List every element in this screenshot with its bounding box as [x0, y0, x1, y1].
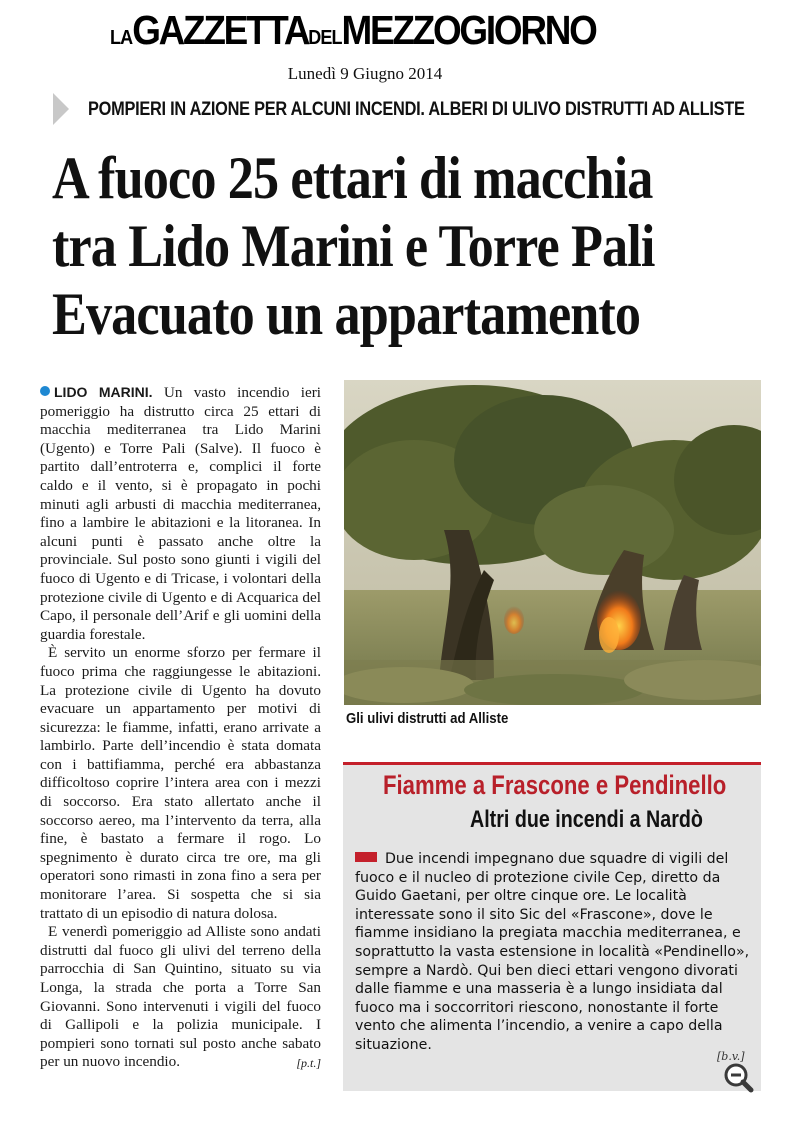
masthead-mezzogiorno: MEZZOGIORNO: [341, 7, 596, 53]
article-body: [40, 383, 321, 1073]
olive-tree-photo-graphic: [344, 380, 761, 705]
sidebar-subtitle: Altri due incendi a Nardò: [470, 806, 703, 833]
photo-olive-trees: [344, 380, 761, 705]
publication-date: Lunedì 9 Giugno 2014: [287, 64, 443, 83]
article-paragraph-3: E venerdì pomeriggio ad Alliste sono andati distrutti dal fuoco gli ulivi del terreno della parrocchia di San Quintino, situato su via Longa, la strada che porta a Torre San Giovanni. Sono intervenuti i vigili del fuoco di Gallipoli e la polizia municipale. I pompieri sono tornati sul posto anche sabato per un nuovo incendio.: [40, 923, 321, 1071]
article-signature: [p.t.]: [296, 1055, 321, 1070]
article-paragraph-1-text: Un vasto incendio ieri pomeriggio ha distrutto circa 25 ettari di macchia mediterranea tra Lido Marini (Ugento) e Torre Pali (Salve). Il fuoco è partito dall’entroterra e, complici il forte caldo e il vento, si è propagato in pochi minuti agli arbusti di macchia mediterranea, fino a lambire le abitazioni e la litoranea. In alcuni punti è passato anche oltre la provinciale. Sul posto sono giunti i vigili del fuoco di Ugento e di Tricase, i volontari della protezione civile di Ugento e di Acquarica del Capo, il personale dell’Arif e gli uomini della guardia forestale.: [40, 384, 321, 643]
masthead-la: LA: [110, 27, 133, 49]
article-paragraph-2: È servito un enorme sforzo per fermare il fuoco prima che raggiungesse le abitazioni. La protezione civile di Ugento ha dovuto evacuare un appartamento per motivi di sicurezza: le fiamme, infatti, erano arrivate a lambirlo. Parte dell’incendio è stata domata con i battifiamma, perché era abbastanza difficoltoso coprire l’intera area con i mezzi di soccorso. Era stato allertato anche il soccorso aereo, ma l’intervento da terra, alla fine, è bastato a fermare il rogo. Lo spegnimento è durato circa tre ore, ma gli operatori sono rimasti in zona fino a sera per monitorare l’area. Si sospetta che si sia trattato di un episodio di natura dolosa.: [40, 644, 321, 922]
photo-caption: Gli ulivi distrutti ad Alliste: [346, 710, 509, 727]
masthead-logo: [110, 4, 614, 56]
sidebar-signature: [b.v.]: [717, 1050, 745, 1063]
sidebar-title: Fiamme a Frascone e Pendinello: [383, 770, 727, 800]
zoom-out-icon[interactable]: [723, 1062, 755, 1094]
headline-line-2: tra Lido Marini e Torre Pali: [52, 213, 655, 279]
article-paragraph-1: [40, 383, 321, 644]
red-square-icon: [355, 852, 377, 862]
masthead-del: DEL: [308, 27, 342, 49]
bullet-dot-icon: [40, 386, 50, 396]
triangle-arrow-icon: [53, 93, 69, 125]
headline-line-3: Evacuato un appartamento: [52, 281, 641, 347]
sidebar-body: [355, 850, 753, 1055]
sidebar-body-text: Due incendi impegnano due squadre di vigili del fuoco e il nucleo di protezione civile Cep, diretto da Guido Gaetani, per oltre cinque ore. Le località interessate sono il sito Sic del «Frascone», dove le fiamme insidiano la pregiata macchia mediterranea, e soprattutto la vasta estensione in località «Pendinello», sempre a Nardò. Qui ben dieci ettari vengono divorati dalle fiamme e una masseria è a lungo insidiata dal fuoco ma i soccorritori riescono, nonostante il forte vento che alimenta l’incendio, a venire a capo della situazione.: [355, 851, 750, 1053]
kicker-headline: POMPIERI IN AZIONE PER ALCUNI INCENDI. ALBERI DI ULIVO DISTRUTTI AD ALLISTE: [88, 99, 745, 120]
dateline-place: LIDO MARINI.: [54, 384, 153, 400]
masthead-gazzetta: GAZZETTA: [132, 7, 309, 53]
headline-line-1: A fuoco 25 ettari di macchia: [52, 145, 653, 211]
